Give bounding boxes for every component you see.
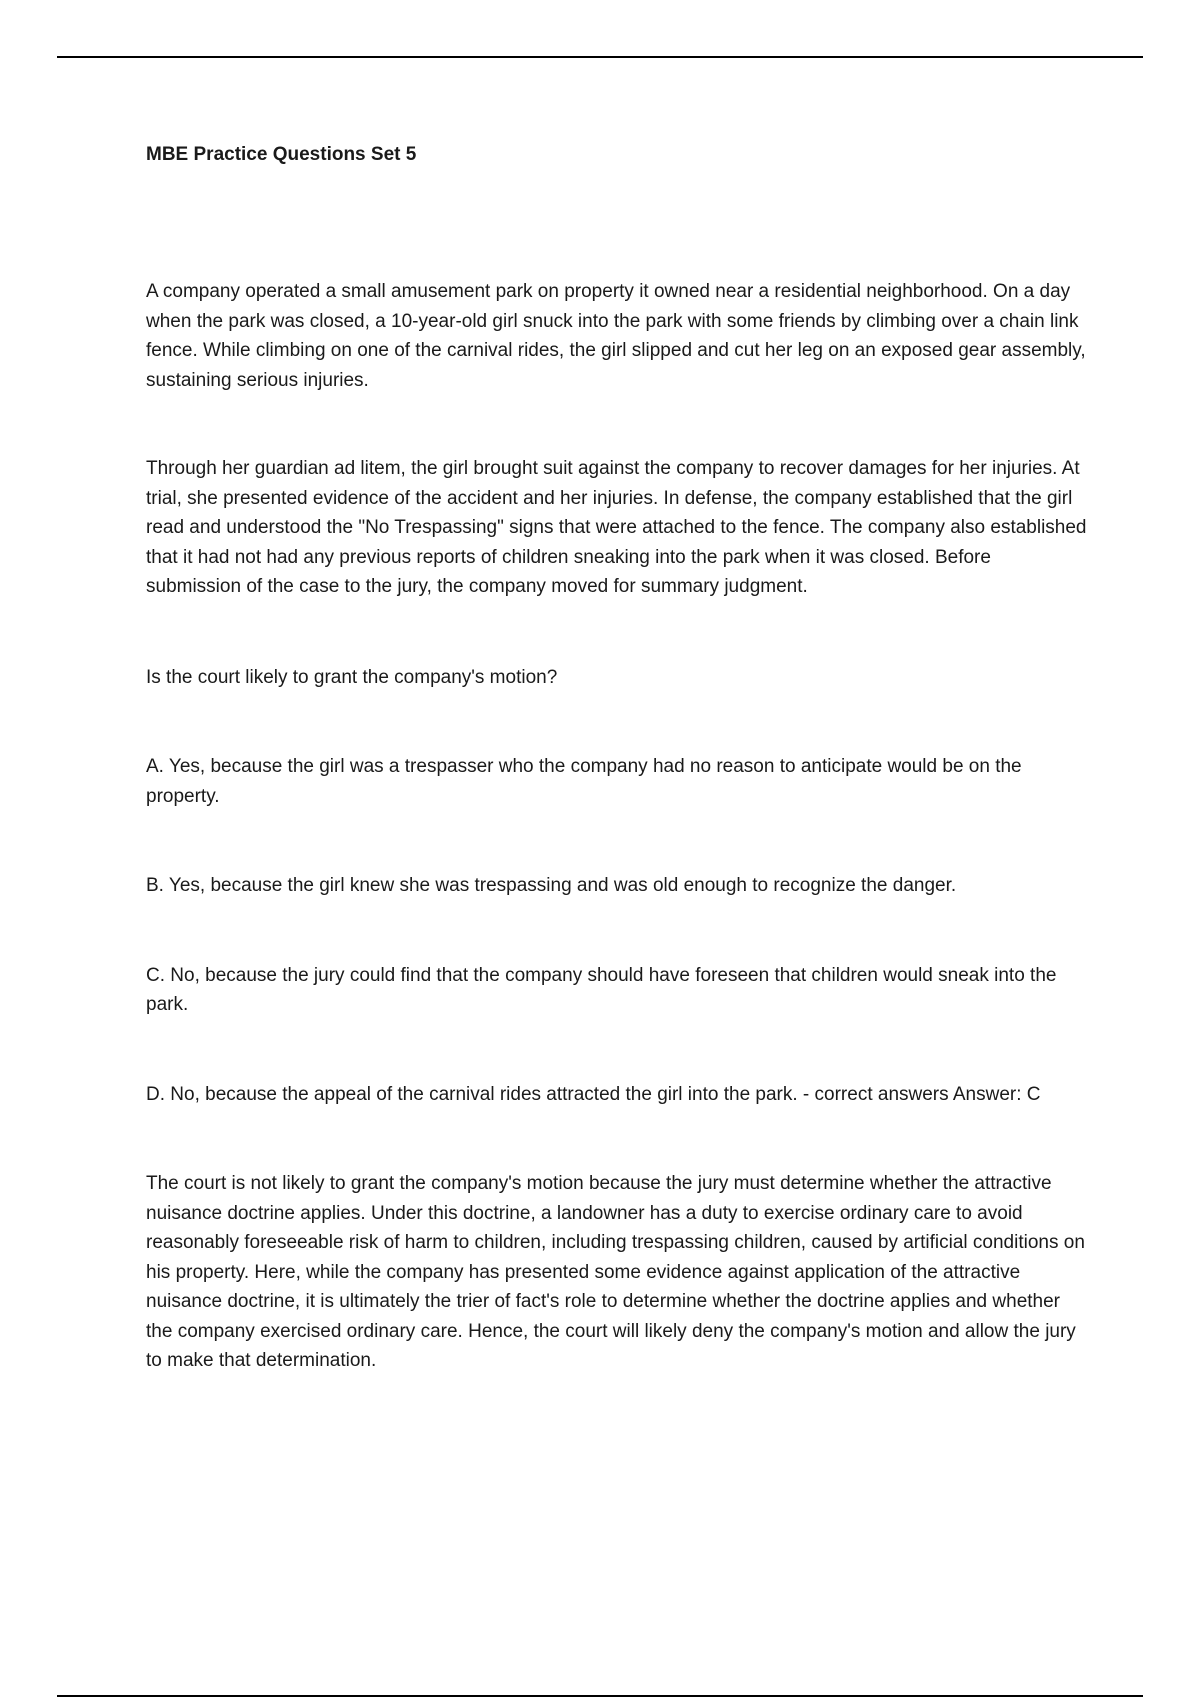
scenario-paragraph: A company operated a small amusement park on property it owned near a residential neighborhood. On a day when the park was closed, a 10-year-old girl snuck into the park with some friends by climbing over a chain link fence. While climbing on one of the carnival rides, the girl slipped and cut her leg on an exposed gear assembly, sustaining serious injuries. (146, 281, 1086, 391)
explanation-paragraph: The court is not likely to grant the company's motion because the jury must determine whether the attractive nuisance doctrine applies. Under this doctrine, a landowner has a duty to exercise ordinary care to avoid reasonably foreseeable risk of harm to children, including trespassing children, caused by artificial conditions on his property. Here, while the company has presented some evidence against application of the attractive nuisance doctrine, it is ultimately the trier of fact's role to determine whether the doctrine applies and whether the company exercised ordinary care. Hence, the court will likely deny the company's motion and allow the jury to make that determination. (146, 1173, 1085, 1371)
answer-option-a: A. Yes, because the girl was a trespasser who the company had no reason to anticipate would be on the property. (146, 756, 1022, 807)
document-title: MBE Practice Questions Set 5 (146, 144, 417, 165)
document-body (146, 140, 1091, 1376)
answer-option-b: B. Yes, because the girl knew she was trespassing and was old enough to recognize the danger. (146, 875, 957, 896)
answer-option-c: C. No, because the jury could find that the company should have foreseen that children would sneak into the park. (146, 964, 1057, 1015)
question-stem: Is the court likely to grant the company's motion? (146, 666, 558, 688)
answer-option-d: D. No, because the appeal of the carnival rides attracted the girl into the park. - correct answers Answer: C (146, 1083, 1041, 1105)
procedure-paragraph: Through her guardian ad litem, the girl brought suit against the company to recover damages for her injuries. At trial, she presented evidence of the accident and her injuries. In defense, the company established that the girl read and understood the "No Trespassing" signs that were attached to the fence. The company also established that it had not had any previous reports of children sneaking into the park when it was closed. Before submission of the case to the jury, the company moved for summary judgment. (146, 458, 1087, 597)
header-rule (57, 56, 1143, 58)
footer-rule (57, 1695, 1143, 1697)
